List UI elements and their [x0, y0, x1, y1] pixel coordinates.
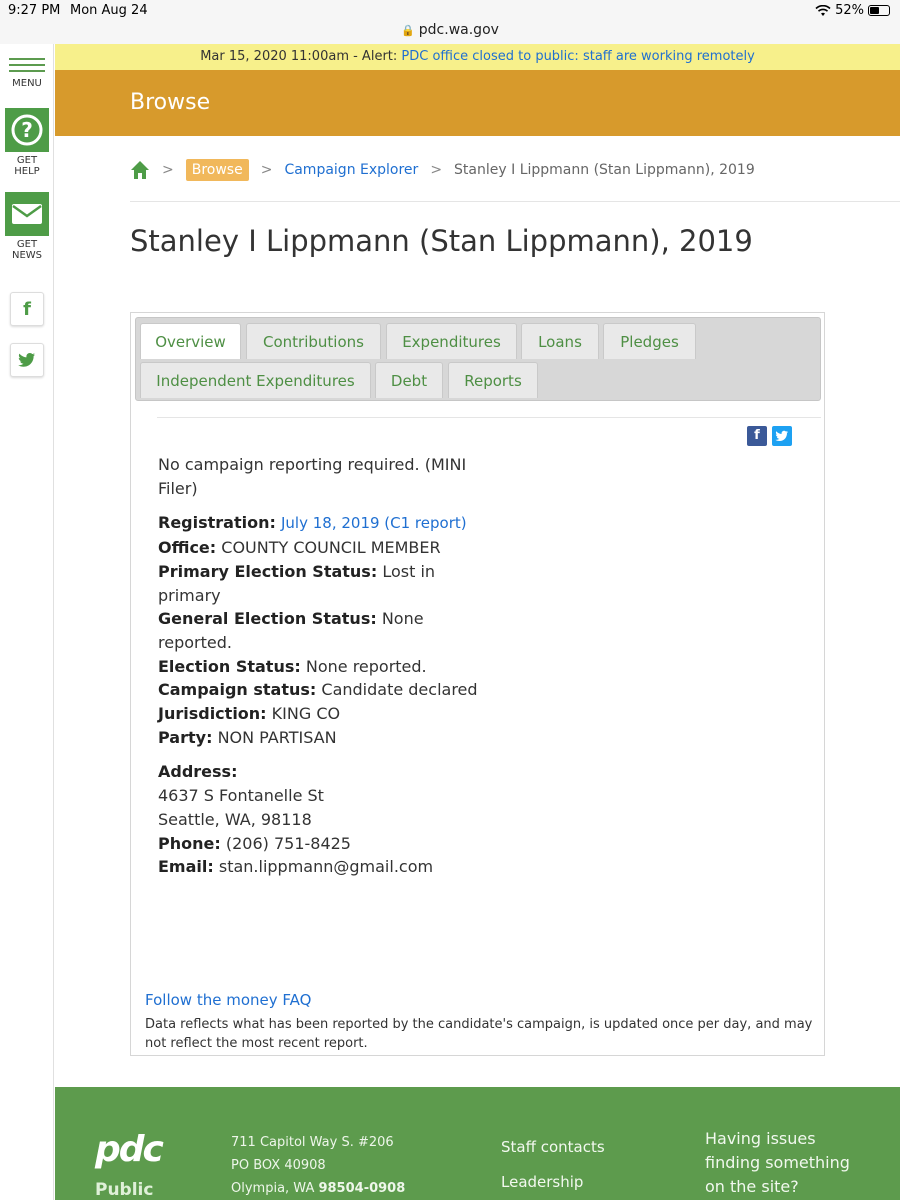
primary-status-row: [158, 560, 488, 607]
phone-row: [158, 832, 488, 856]
address-row: [158, 760, 488, 784]
breadcrumb-separator: >: [162, 162, 174, 178]
campaign-panel: [130, 312, 825, 1056]
jurisdiction-value: KING CO: [271, 704, 341, 724]
url-text[interactable]: pdc.wa.gov: [418, 22, 499, 38]
pdc-logo-subtitle: Public: [95, 1180, 154, 1200]
status-date: Mon Aug 24: [70, 3, 148, 18]
faq-link[interactable]: Follow the money FAQ: [145, 991, 312, 1009]
address-line: [231, 1177, 405, 1200]
help-label-2: HELP: [14, 166, 40, 177]
breadcrumb-current: Stanley I Lippmann (Stan Lippmann), 2019: [454, 162, 755, 178]
svg-text:?: ?: [21, 118, 33, 142]
primary-status-label: Primary Election Status:: [158, 561, 378, 581]
section-header: [55, 70, 900, 136]
lock-icon: 🔒: [401, 24, 415, 37]
alert-banner: [55, 44, 900, 70]
breadcrumb-campaign-explorer[interactable]: Campaign Explorer: [284, 162, 419, 178]
facebook-button[interactable]: [10, 292, 44, 326]
election-status-value: None reported.: [305, 656, 427, 676]
address-city: Olympia, WA: [231, 1181, 319, 1196]
campaign-details: [158, 453, 488, 879]
party-row: [158, 726, 488, 750]
tab-overview[interactable]: Overview: [140, 323, 241, 359]
party-label: Party:: [158, 727, 213, 747]
status-bar: [0, 0, 900, 22]
tab-reports[interactable]: Reports: [448, 362, 538, 398]
address-zip: 98504-0908: [318, 1181, 406, 1196]
battery-icon: [868, 5, 890, 16]
election-status-row: [158, 655, 488, 679]
facebook-share-icon[interactable]: f: [747, 426, 767, 446]
office-label: Office:: [158, 538, 217, 558]
pdc-logo[interactable]: pdc: [95, 1129, 162, 1170]
tab-loans[interactable]: Loans: [521, 323, 599, 359]
page-title: Stanley I Lippmann (Stan Lippmann), 2019: [130, 224, 753, 258]
address-bar[interactable]: [0, 22, 900, 44]
get-help-button[interactable]: [5, 108, 49, 177]
footer-address: [231, 1131, 405, 1200]
tab-contributions[interactable]: Contributions: [246, 323, 381, 359]
help-label-1: GET: [16, 155, 38, 166]
battery-percent: 52%: [835, 3, 864, 18]
tab-debt[interactable]: Debt: [375, 362, 443, 398]
campaign-status-label: Campaign status:: [158, 680, 317, 700]
address-line: PO BOX 40908: [231, 1158, 326, 1173]
get-news-button[interactable]: [5, 192, 49, 261]
twitter-icon: [18, 352, 36, 368]
jurisdiction-label: Jurisdiction:: [158, 704, 267, 724]
staff-contacts-link[interactable]: Staff contacts: [501, 1138, 605, 1156]
general-status-label: General Election Status:: [158, 609, 377, 629]
phone-label: Phone:: [158, 833, 221, 853]
leadership-link[interactable]: Leadership: [501, 1173, 584, 1191]
breadcrumb: [130, 156, 755, 184]
question-icon: [5, 108, 49, 152]
section-title: Browse: [130, 90, 211, 115]
twitter-share-icon[interactable]: [772, 426, 792, 446]
news-label-2: NEWS: [11, 250, 43, 261]
address-line-1: 4637 S Fontanelle St: [158, 786, 324, 806]
address-label: Address:: [158, 762, 238, 782]
hamburger-icon: [6, 58, 48, 72]
facebook-icon: f: [23, 298, 31, 320]
registration-label: Registration:: [158, 513, 276, 533]
news-label-1: GET: [16, 239, 38, 250]
email-row: [158, 855, 488, 879]
campaign-status-value: Candidate declared: [321, 680, 478, 700]
email-label: Email:: [158, 857, 214, 877]
mini-filer-notice: No campaign reporting required. (MINI Filer): [158, 455, 467, 498]
tab-bar: [135, 317, 821, 401]
menu-label: MENU: [12, 78, 42, 89]
general-status-row: [158, 607, 488, 654]
email-value: stan.lippmann@gmail.com: [218, 857, 434, 877]
divider: [130, 201, 900, 202]
jurisdiction-row: [158, 702, 488, 726]
status-time: 9:27 PM: [8, 3, 61, 18]
campaign-status-row: [158, 678, 488, 702]
phone-value: (206) 751-8425: [225, 833, 351, 853]
registration-link[interactable]: July 18, 2019 (C1 report): [280, 514, 467, 533]
office-row: [158, 536, 488, 560]
footer-links: [501, 1130, 605, 1200]
breadcrumb-browse[interactable]: Browse: [186, 159, 249, 181]
party-value: NON PARTISAN: [217, 727, 337, 747]
tab-pledges[interactable]: Pledges: [603, 323, 696, 359]
address-line: 711 Capitol Way S. #206: [231, 1135, 394, 1150]
divider: [157, 417, 821, 418]
wifi-icon: [815, 5, 831, 17]
office-value: COUNTY COUNCIL MEMBER: [221, 538, 441, 558]
status-right: [815, 3, 890, 18]
data-disclaimer: Data reflects what has been reported by the candidate's campaign, is updated once per day, and may not reflect the most recent report.: [145, 1017, 813, 1051]
address-line-2: Seattle, WA, 98118: [158, 809, 312, 829]
twitter-button[interactable]: [10, 343, 44, 377]
alert-link[interactable]: PDC office closed to public: staff are working remotely: [401, 49, 755, 64]
tab-independent-expenditures[interactable]: Independent Expenditures: [140, 362, 371, 398]
envelope-icon: [5, 192, 49, 236]
help-question[interactable]: Having issues finding something on the site?: [705, 1129, 850, 1196]
home-icon[interactable]: [130, 160, 150, 180]
general-status-value: None reported.: [158, 609, 424, 652]
breadcrumb-separator: >: [260, 162, 273, 178]
breadcrumb-separator: >: [430, 162, 443, 178]
alert-prefix: Mar 15, 2020 11:00am - Alert:: [200, 49, 402, 64]
left-rail: [0, 44, 54, 1200]
primary-status-value: Lost in primary: [158, 561, 436, 605]
menu-button[interactable]: [6, 54, 48, 89]
registration-row: [158, 511, 488, 536]
election-status-label: Election Status:: [158, 656, 301, 676]
footer: [55, 1087, 900, 1200]
tab-expenditures[interactable]: Expenditures: [386, 323, 517, 359]
